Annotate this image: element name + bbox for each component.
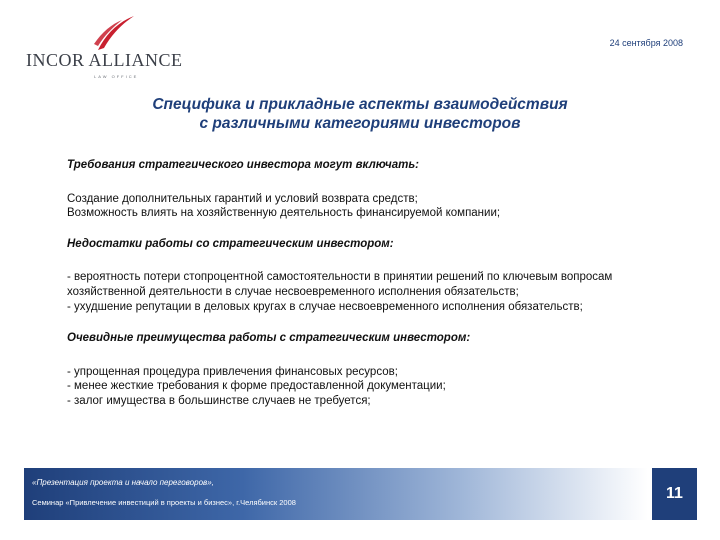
page-number: 11 [652, 468, 697, 520]
requirement-item: Создание дополнительных гарантий и условий возврата средств; [67, 192, 418, 205]
footer-bar [24, 468, 648, 520]
advantage-item: - менее жесткие требования к форме предоставленной документации; [67, 380, 446, 393]
drawbacks-heading: Недостатки работы со стратегическим инвестором: [67, 237, 394, 250]
logo-subtitle: LAW OFFICE [94, 74, 139, 79]
footer-seminar: Семинар «Привлечение инвестиций в проекты и бизнес», г.Челябинск 2008 [32, 498, 296, 507]
slide-date: 24 сентября 2008 [609, 38, 683, 48]
logo-name: INCOR ALLIANCE [26, 50, 183, 70]
requirements-heading: Требования стратегического инвестора могут включать: [67, 159, 419, 171]
drawback-item: - ухудшение репутации в деловых кругах в случае несвоевременного исполнения обязательств; [67, 300, 583, 313]
title-line-1: Специфика и прикладные аспекты взаимодействия [152, 96, 568, 113]
advantages-heading: Очевидные преимущества работы с стратегическим инвестором: [67, 332, 471, 345]
slide-title [80, 95, 640, 133]
company-logo [26, 14, 183, 79]
title-line-2: с различными категориями инвесторов [199, 115, 521, 132]
advantage-item: - залог имущества в большинстве случаев не требуется; [67, 394, 371, 407]
slide-content [67, 158, 647, 409]
footer-presentation-title: «Презентация проекта и начало переговоров», [32, 478, 214, 487]
requirement-item: Возможность влиять на хозяйственную деятельность финансируемой компании; [67, 207, 501, 220]
advantage-item: - упрощенная процедура привлечения финансовых ресурсов; [67, 365, 398, 378]
drawback-item: - вероятность потери стопроцентной самостоятельности в принятии решений по ключевым вопросам хозяйственной деятельности в случае несвоевременного исполнения обязательств; [67, 271, 613, 298]
swoosh-icon [92, 14, 136, 54]
